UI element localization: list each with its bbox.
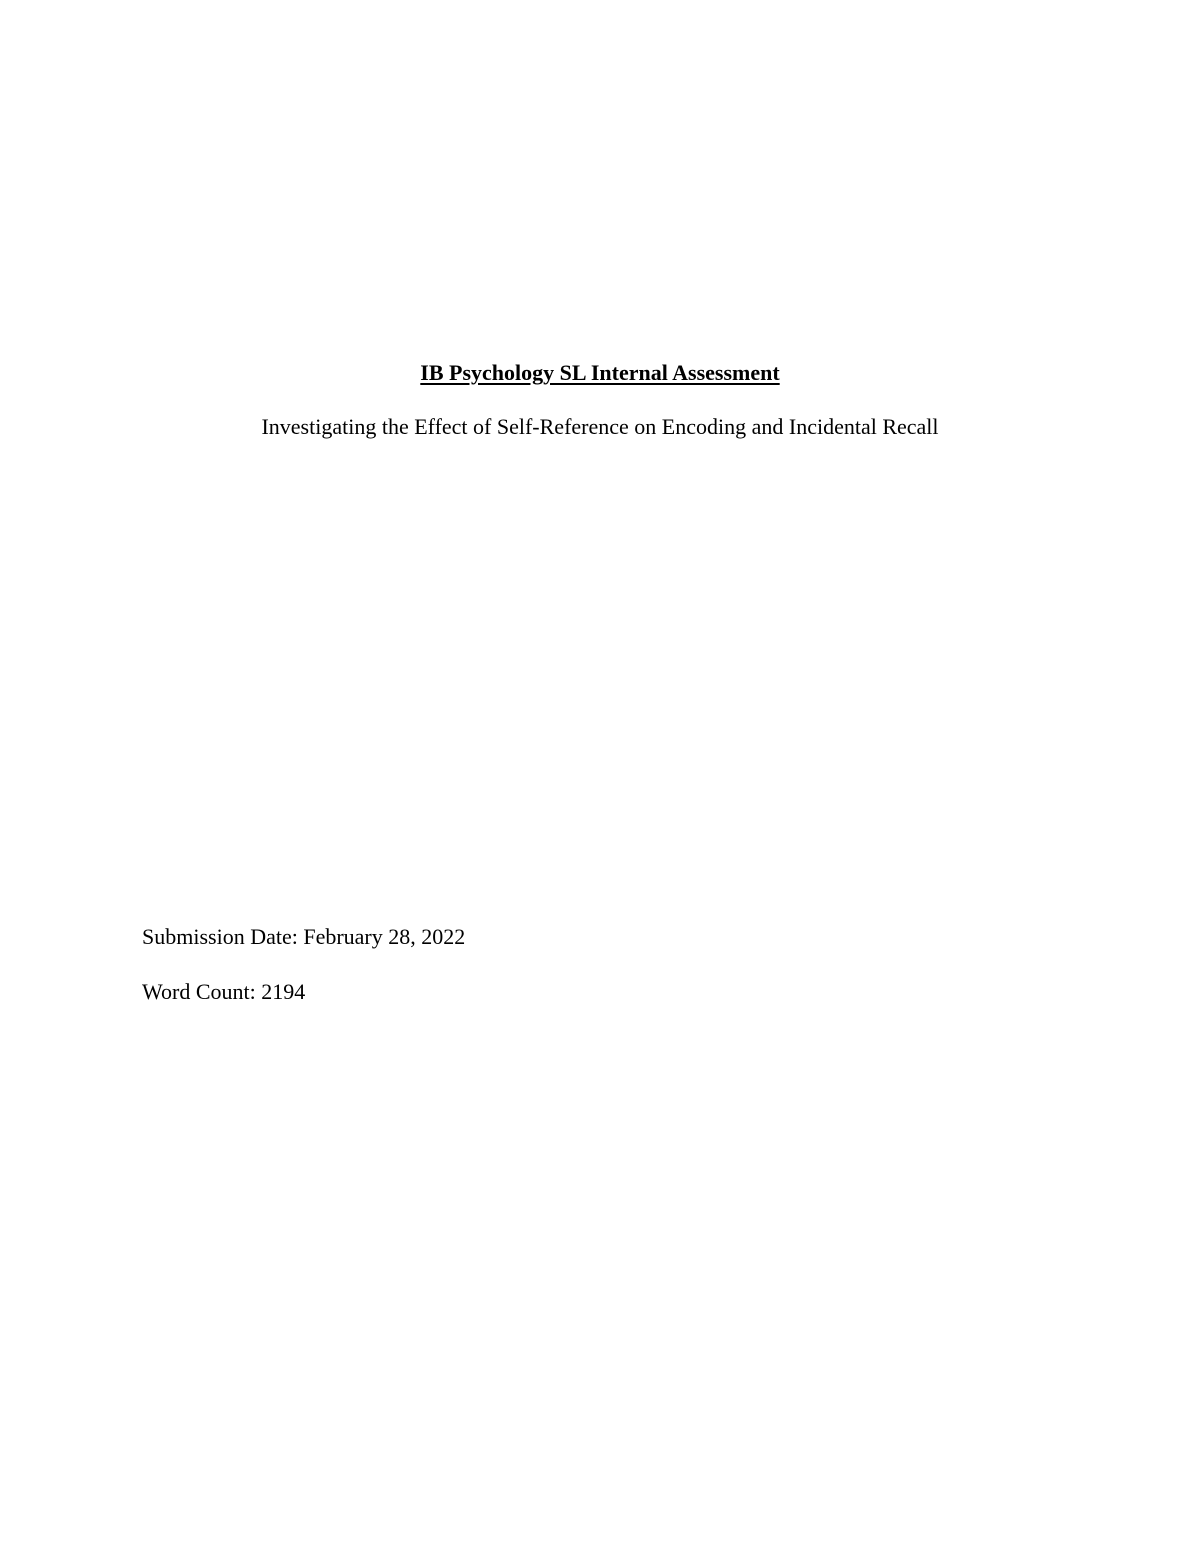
title-block: [0, 358, 1200, 442]
document-title: IB Psychology SL Internal Assessment: [420, 360, 780, 385]
submission-info: [142, 922, 1042, 1032]
document-subtitle: Investigating the Effect of Self-Reference on Encoding and Incidental Recall: [261, 414, 939, 439]
submission-date: Submission Date: February 28, 2022: [142, 924, 466, 949]
word-count: Word Count: 2194: [142, 979, 306, 1004]
